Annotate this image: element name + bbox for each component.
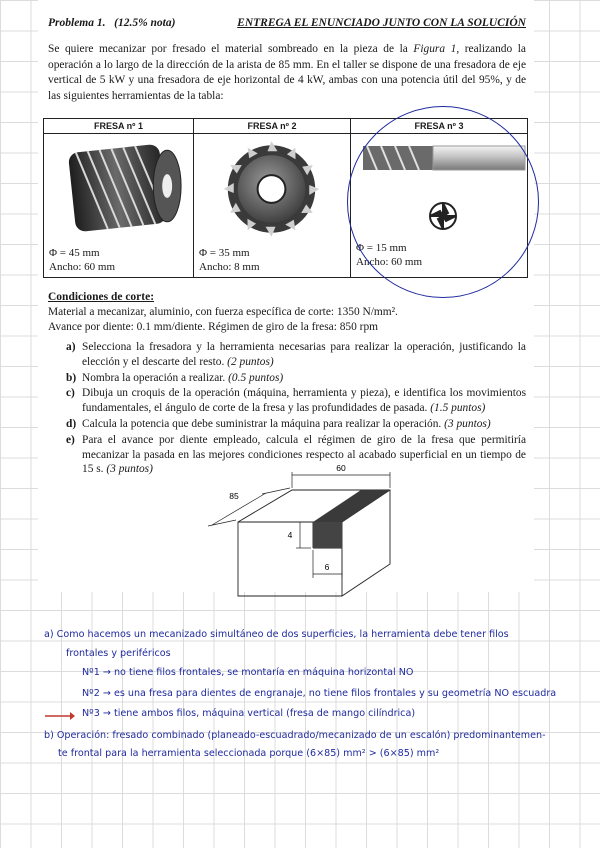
problem-weight: (12.5% nota) bbox=[114, 17, 176, 29]
answer-b-line-2: te frontal para la herramienta seleccionada porque (6×85) mm² > (6×85) mm² bbox=[58, 748, 440, 759]
tool-2-specs bbox=[199, 246, 260, 274]
question-b-letter: b) bbox=[66, 371, 77, 384]
answer-a-line-2: frontales y periféricos bbox=[66, 648, 171, 659]
statement-part-1: Se quiere mecanizar por fresado el material sombreado en la pieza de la bbox=[48, 43, 414, 55]
question-a bbox=[66, 340, 526, 370]
problem-statement bbox=[48, 42, 526, 104]
helical-mill-image bbox=[44, 134, 193, 242]
conditions-feed: Avance por diente: 0.1 mm/diente. Régimen de giro de la fresa: 850 rpm bbox=[48, 321, 379, 333]
tool-cell-2 bbox=[194, 119, 351, 277]
tool-1-diameter: Φ = 45 mm bbox=[49, 247, 100, 259]
tool-3-width: Ancho: 60 mm bbox=[356, 256, 422, 268]
question-c-points: (1.5 puntos) bbox=[430, 402, 486, 415]
problem-number: Problema 1. bbox=[48, 17, 106, 29]
question-a-text: Selecciona la fresadora y la herramienta necesarias para realizar la operación, justificando la elección y el descarte del resto. bbox=[82, 341, 526, 368]
problem-label bbox=[48, 17, 175, 29]
answer-a-tool-3: Nº3 → tiene ambos filos, máquina vertical (fresa de mango cilíndrica) bbox=[82, 708, 416, 719]
selection-arrow-icon bbox=[44, 711, 76, 721]
tool-1-specs bbox=[49, 246, 115, 274]
conditions-title: Condiciones de corte: bbox=[48, 291, 155, 303]
answer-a-line-1: a) Como hacemos un mecanizado simultáneo de dos superficies, la herramienta debe tener filos bbox=[44, 629, 509, 640]
dim-4-label: 4 bbox=[287, 530, 293, 540]
shaded-front-face bbox=[313, 522, 342, 548]
answer-a-tool-2: Nº2 → es una fresa para dientes de engranaje, no tiene filos frontales y su geometría NO escuadra bbox=[82, 688, 557, 699]
tool-2-width: Ancho: 8 mm bbox=[199, 261, 260, 273]
question-e-points: (3 puntos) bbox=[106, 463, 153, 476]
dim-60-label: 60 bbox=[336, 463, 346, 473]
question-e-text: Para el avance por diente empleado, calcula el régimen de giro de la fresa que permitiría mecanizar la pasada en las mejores condiciones respecto al acabado superficial en un tiempo de 15 s. bbox=[82, 433, 526, 476]
question-d-text: Calcula la potencia que debe suministrar la máquina para realizar la operación. bbox=[82, 417, 442, 430]
conditions-text bbox=[48, 305, 398, 335]
workpiece-figure bbox=[200, 462, 400, 602]
shaded-top-face bbox=[313, 490, 390, 522]
question-d-letter: d) bbox=[66, 417, 77, 430]
question-b bbox=[66, 371, 526, 386]
tool-2-diameter: Φ = 35 mm bbox=[199, 247, 250, 259]
header-title: ENTREGA EL ENUNCIADO JUNTO CON LA SOLUCIÓN bbox=[237, 17, 526, 29]
gear-mill-image bbox=[194, 134, 350, 242]
conditions-material: Material a mecanizar, aluminio, con fuerza específica de corte: 1350 N/mm². bbox=[48, 306, 398, 318]
figure-reference: Figura 1 bbox=[413, 43, 457, 55]
questions-list bbox=[66, 340, 526, 478]
question-c-letter: c) bbox=[66, 387, 75, 400]
question-b-text: Nombra la operación a realizar. bbox=[82, 371, 226, 384]
question-b-points: (0.5 puntos) bbox=[228, 371, 284, 384]
question-d bbox=[66, 417, 526, 432]
answer-a-tool-1: Nº1 → no tiene filos frontales, se montaría en máquina horizontal NO bbox=[82, 667, 414, 678]
selected-tool-ring bbox=[347, 106, 539, 298]
statement-part-2: , realizando la operación a lo largo de la dirección de la arista de 85 mm. En el taller se dispone de una fresadora de eje vertical de 5 kW y una fresadora de eje horizontal de 4 kW, ambas con una potencia útil del 95%, y de las siguientes herramientas de la tabla: bbox=[48, 43, 526, 102]
question-e-letter: e) bbox=[66, 433, 75, 446]
tool-1-header: FRESA nº 1 bbox=[44, 119, 193, 134]
dim-6-label: 6 bbox=[324, 562, 330, 572]
exam-header bbox=[48, 17, 526, 35]
question-a-letter: a) bbox=[66, 341, 76, 353]
question-a-points: (2 puntos) bbox=[227, 355, 274, 368]
tool-cell-1 bbox=[44, 119, 194, 277]
question-c-text: Dibuja un croquis de la operación (máquina, herramienta y pieza), e identifica los movimientos fundamentales, el ángulo de corte de la fresa y las profundidades de pasada. bbox=[82, 387, 526, 415]
answer-b-line-1: b) Operación: fresado combinado (planeado-escuadrado/mecanizado de un escalón) predominantemen- bbox=[44, 730, 546, 741]
tool-2-header: FRESA nº 2 bbox=[194, 119, 350, 134]
tool-3-diameter: Φ = 15 mm bbox=[356, 242, 407, 254]
question-c bbox=[66, 386, 526, 416]
question-d-points: (3 puntos) bbox=[444, 417, 491, 430]
tool-1-width: Ancho: 60 mm bbox=[49, 261, 115, 273]
tool-3-header: FRESA nº 3 bbox=[351, 119, 527, 134]
dim-85-label: 85 bbox=[229, 491, 239, 501]
